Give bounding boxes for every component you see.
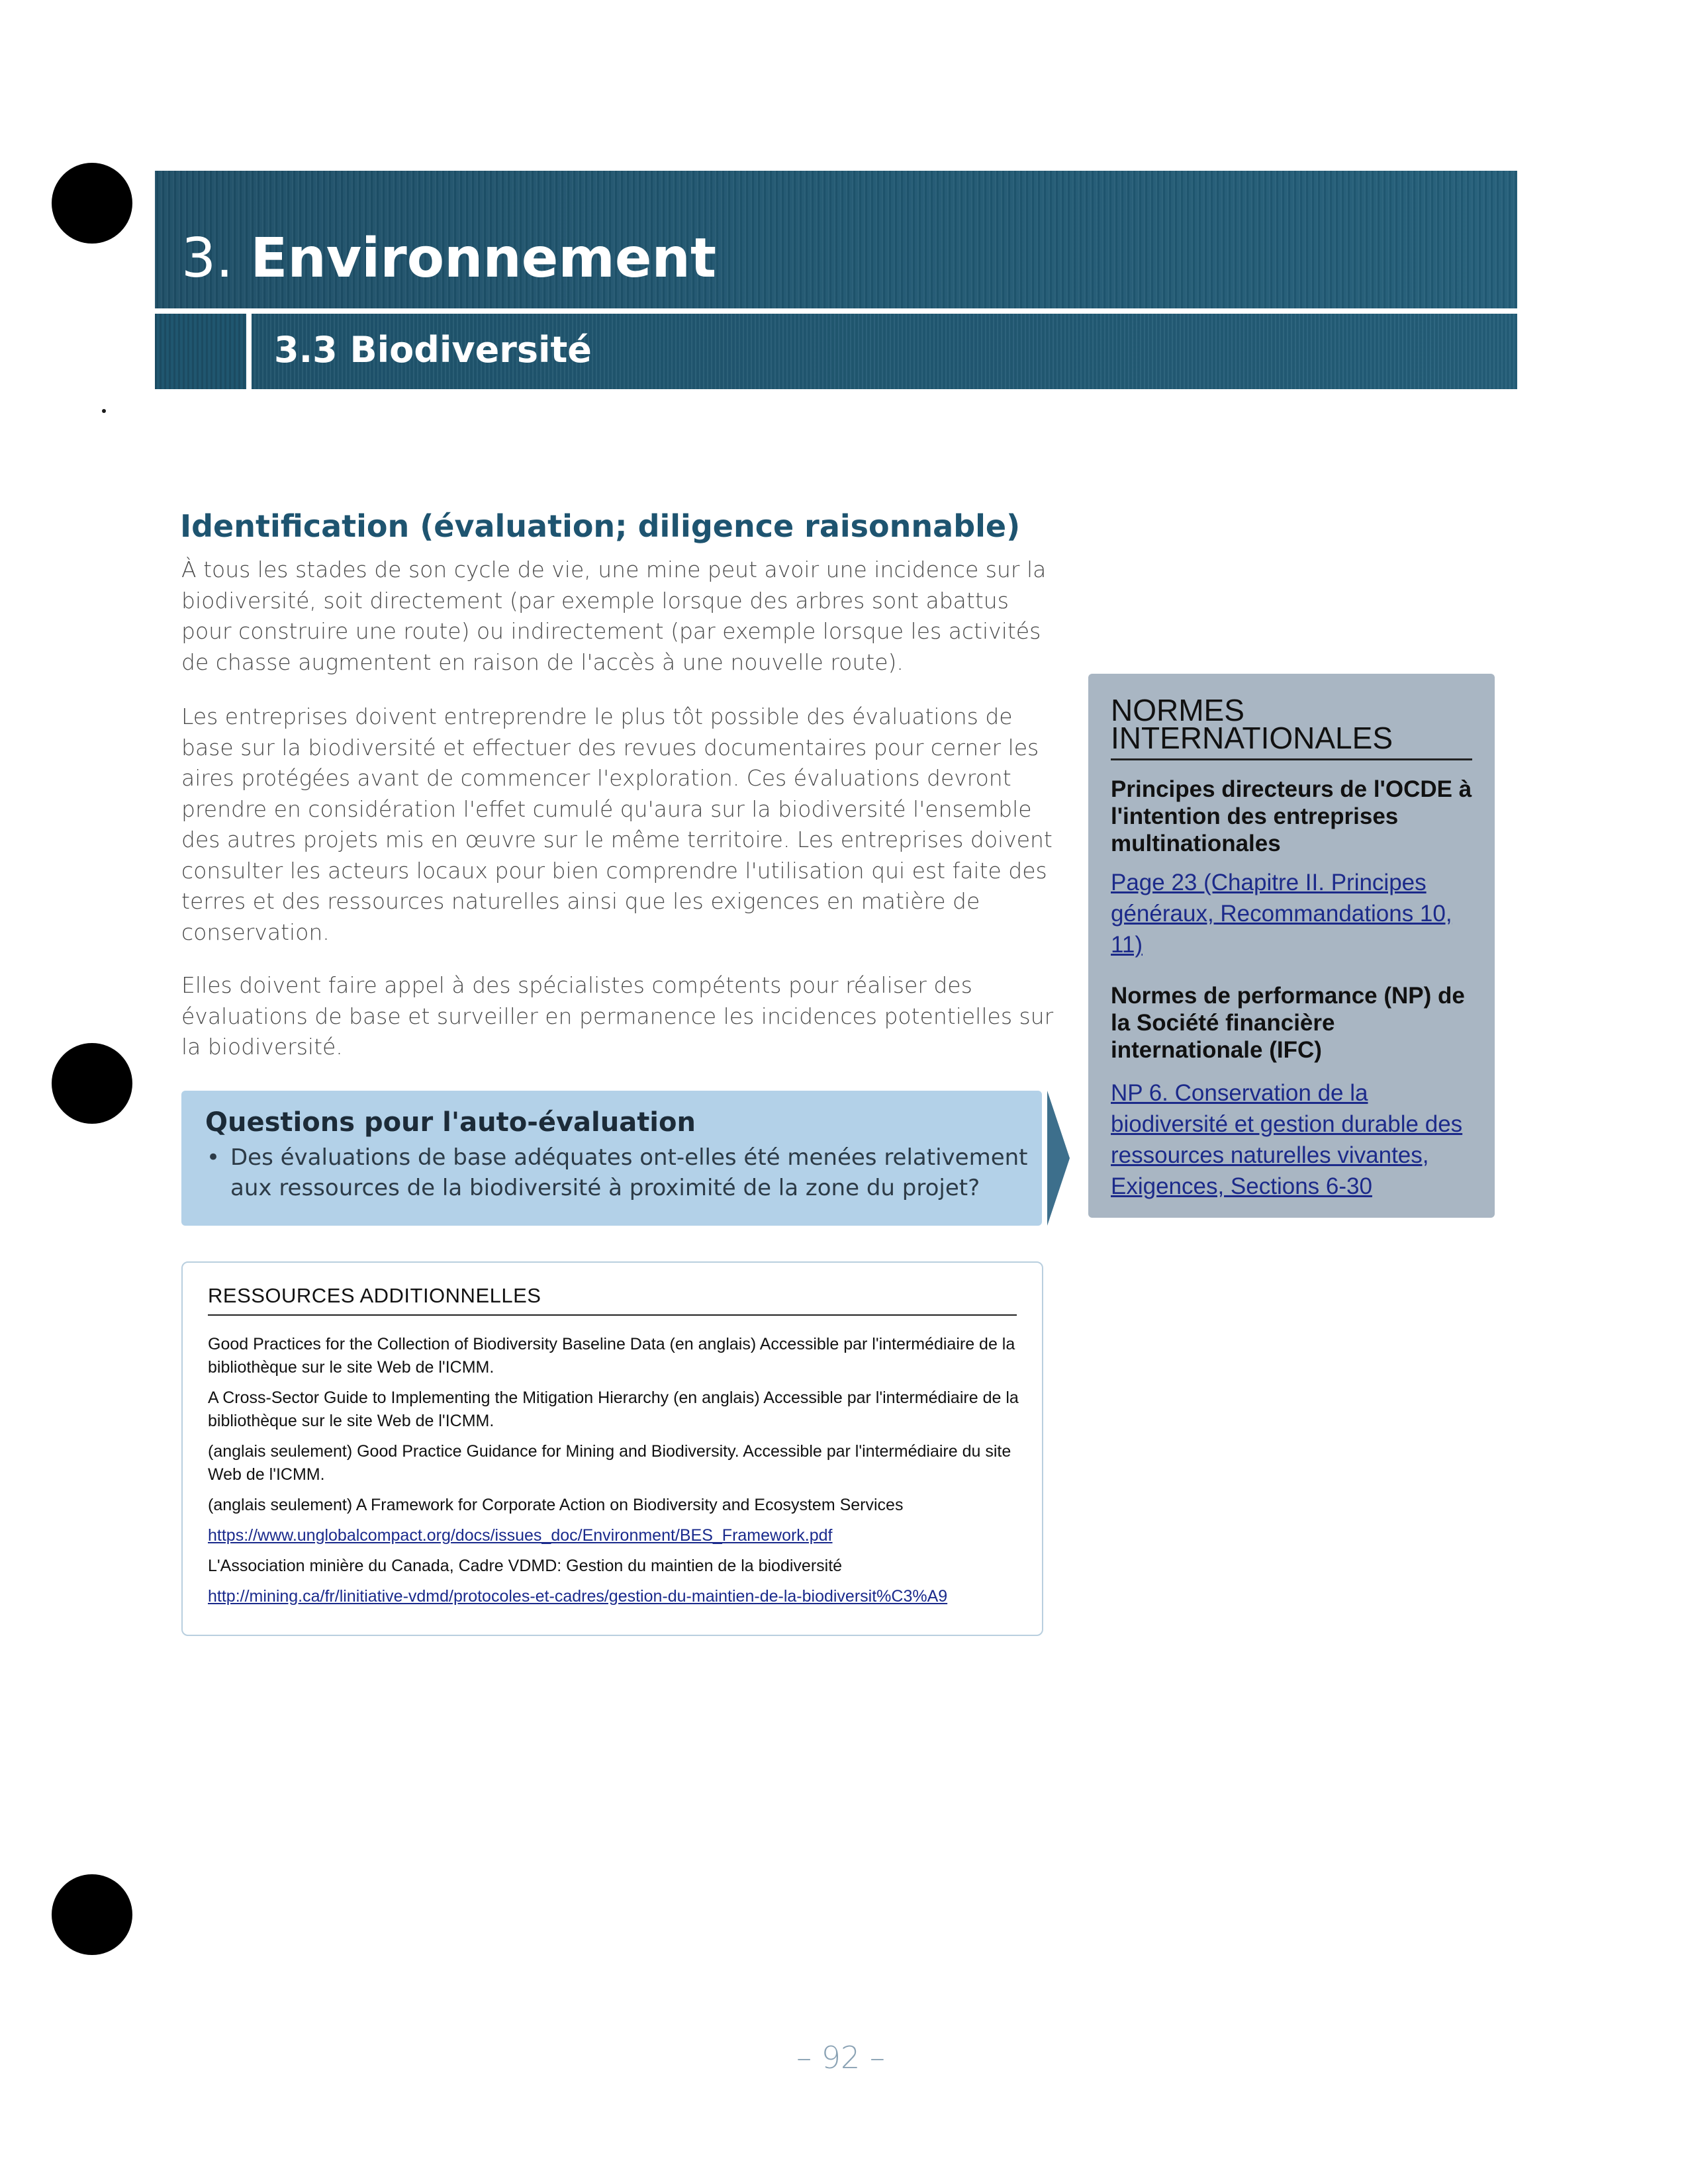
header-divider [155,308,1517,314]
resources-list [208,1333,1023,1615]
paragraph-1: À tous les stades de son cycle de vie, une mine peut avoir une incidence sur la biodiversité, soit directement (par exemple lorsque des arbres sont abattus pour construire une route) ou indirectement (par exemple lorsque les activités de chasse augmentent en raison de l'accès à une nouvelle route). [181,557,1047,675]
scan-speck [102,409,106,413]
identification-heading: Identification (évaluation; diligence raisonnable) [180,508,1021,544]
resource-link-bes-framework[interactable]: https://www.unglobalcompact.org/docs/issues_doc/Environment/BES_Framework.pdf [208,1526,833,1545]
paragraph-2: Les entreprises doivent entreprendre le plus tôt possible des évaluations de base sur la biodiversité et effectuer des revues documentaires pour cerner les aires protégées avant de commencer l'exploration. Ces évaluations devront prendre en considération l'effet cumulé qu'aura sur la biodiversité l'ensemble des autres projets mis en œuvre sur le même territoire. Les entreprises doivent consulter les acteurs locaux pour bien comprendre l'utilisation qui est faite des terres et des ressources naturelles ainsi que les exigences en matière de conservation. [181,704,1053,945]
self-assessment-question [207,1142,1034,1203]
section-header-band [155,314,1517,389]
international-standards-sidebar [1088,674,1495,1218]
sidebar-divider [1111,758,1472,760]
resource-item: A Cross-Sector Guide to Implementing the Mitigation Hierarchy (en anglais) Accessible par l'intermédiaire de la bibliothèque sur le site Web de l'ICMM. [208,1388,1019,1430]
additional-resources-box [181,1261,1043,1636]
resources-title: RESSOURCES ADDITIONNELLES [208,1284,541,1307]
resource-item: L'Association minière du Canada, Cadre VDMD: Gestion du maintien de la biodiversité [208,1557,843,1575]
binder-hole-middle [52,1043,132,1124]
paragraph-3: Elles doivent faire appel à des spécialistes compétents pour réaliser des évaluations de base et surveiller en permanence les incidences potentielles sur la biodiversité. [181,972,1054,1060]
resource-link-mining-association[interactable]: http://mining.ca/fr/linitiative-vdmd/protocoles-et-cadres/gestion-du-maintien-de-la-biodiversit%C3%A9 [208,1587,948,1606]
section-header-tab [155,314,252,389]
resource-item: Good Practices for the Collection of Biodiversity Baseline Data (en anglais) Accessible par l'intermédiaire de la bibliothèque sur le site Web de l'ICMM. [208,1335,1015,1377]
page-number: – 92 – [796,2040,885,2075]
resource-item: (anglais seulement) A Framework for Corporate Action on Biodiversity and Ecosystem Services [208,1496,904,1514]
bullet-icon: • [207,1144,220,1171]
resources-divider [208,1314,1017,1316]
ifc-ps6-link[interactable]: NP 6. Conservation de la biodiversité et gestion durable des ressources naturelles vivantes, Exigences, Sections 6-30 [1111,1080,1463,1199]
binder-hole-bottom [52,1874,132,1955]
binder-hole-top [52,163,132,244]
section-title: 3.3 Biodiversité [274,329,592,371]
chapter-number: 3. [181,227,234,290]
oecd-guidelines-title: Principes directeurs de l'OCDE à l'intention des entreprises multinationales [1111,776,1472,856]
sidebar-heading: NORMES INTERNATIONALES [1111,693,1393,755]
resource-item: (anglais seulement) Good Practice Guidance for Mining and Biodiversity. Accessible par l'intermédiaire du site Web de l'ICMM. [208,1442,1011,1484]
question-text: Des évaluations de base adéquates ont-elles été menées relativement aux ressources de la biodiversité à proximité de la zone du projet? [230,1144,1028,1201]
chapter-name: Environnement [250,227,717,290]
ifc-standards-title: Normes de performance (NP) de la Société financière internationale (IFC) [1111,983,1465,1063]
arrow-right-icon [1047,1091,1070,1226]
self-assessment-title: Questions pour l'auto-évaluation [205,1107,696,1138]
chapter-header-band [155,171,1517,308]
chapter-title [181,227,717,290]
oecd-guidelines-link[interactable]: Page 23 (Chapitre II. Principes généraux, Recommandations 10, 11) [1111,870,1452,958]
self-assessment-box [181,1091,1042,1226]
